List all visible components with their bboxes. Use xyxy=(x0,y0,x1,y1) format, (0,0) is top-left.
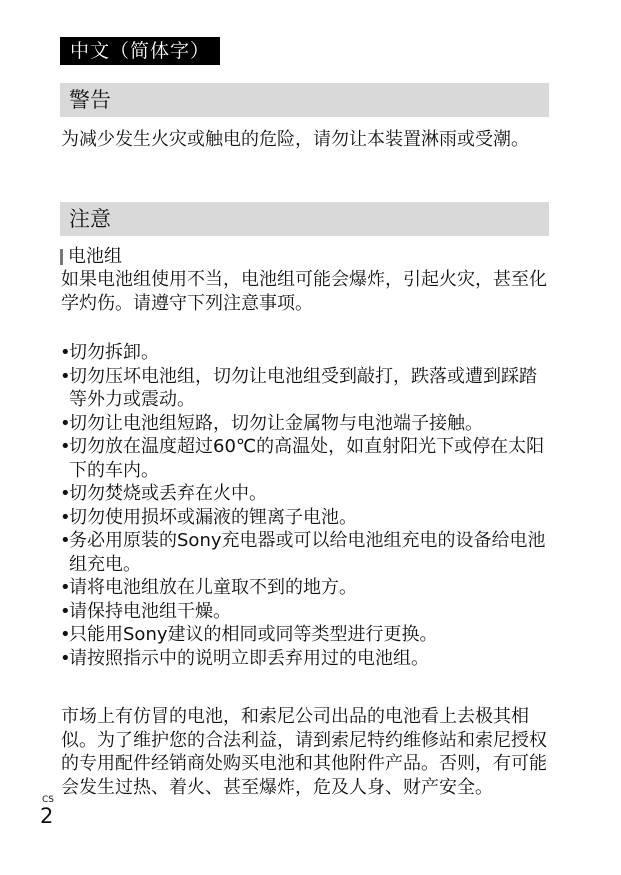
caution-heading: 注意 xyxy=(60,202,549,236)
bullet-icon: • xyxy=(60,600,71,622)
battery-intro-text: 如果电池组使用不当，电池组可能会爆炸，引起火灾，甚至化学灼伤。请遵守下列注意事项。 xyxy=(61,269,547,314)
bullet-icon: • xyxy=(60,647,71,669)
precaution-list xyxy=(60,341,550,670)
list-item: • 切勿放在温度超过60℃的高温处，如直射阳光下或停在太阳下的车内。 xyxy=(60,436,545,481)
bullet-icon: • xyxy=(60,342,71,363)
list-item: • 切勿压坏电池组，切勿让电池组受到敲打，跌落或遭到踩踏等外力或震动。 xyxy=(60,365,537,410)
bullet-icon: • xyxy=(60,624,71,645)
battery-subheading-label: 电池组 xyxy=(68,246,122,267)
list-item: • 务必用原装的Sony充电器或可以给电池组充电的设备给电池组充电。 xyxy=(60,530,546,575)
bullet-icon: • xyxy=(60,506,71,528)
list-item: • 切勿拆卸。 xyxy=(60,342,159,363)
bullet-icon: • xyxy=(60,436,71,457)
list-item: • 请将电池组放在儿童取不到的地方。 xyxy=(60,577,357,598)
language-code: CS xyxy=(42,795,54,805)
bullet-icon: • xyxy=(60,483,71,504)
warning-heading: 警告 xyxy=(60,83,549,117)
bullet-icon: • xyxy=(60,365,71,387)
bullet-icon: • xyxy=(60,577,71,598)
list-item: • 只能用Sony建议的相同或同等类型进行更换。 xyxy=(60,624,438,645)
counterfeit-notice: 市场上有仿冒的电池，和索尼公司出品的电池看上去极其相似。为了维护您的合法利益，请到索尼特约维修站和索尼授权的专用配件经销商处购买电池和其他附件产品。否则，有可能会发生过热、着火、甚至爆炸，危及人身、财产安全。 xyxy=(61,706,547,798)
language-tag: 中文（简体字） xyxy=(60,37,220,65)
list-item: • 切勿让电池组短路，切勿让金属物与电池端子接触。 xyxy=(60,412,483,434)
list-item: • 切勿焚烧或丢弃在火中。 xyxy=(60,483,267,504)
list-item: • 切勿使用损坏或漏液的锂离子电池。 xyxy=(60,506,357,528)
battery-subheading xyxy=(60,246,122,268)
bullet-icon: • xyxy=(60,530,71,551)
bullet-icon: • xyxy=(60,412,71,434)
list-item: • 请按照指示中的说明立即丢弃用过的电池组。 xyxy=(60,647,429,669)
page-number: 2 xyxy=(40,804,54,828)
subheading-marker xyxy=(60,249,63,265)
warning-text: 为减少发生火灾或触电的危险，请勿让本装置淋雨或受潮。 xyxy=(61,129,529,150)
list-item: • 请保持电池组干燥。 xyxy=(60,600,231,622)
